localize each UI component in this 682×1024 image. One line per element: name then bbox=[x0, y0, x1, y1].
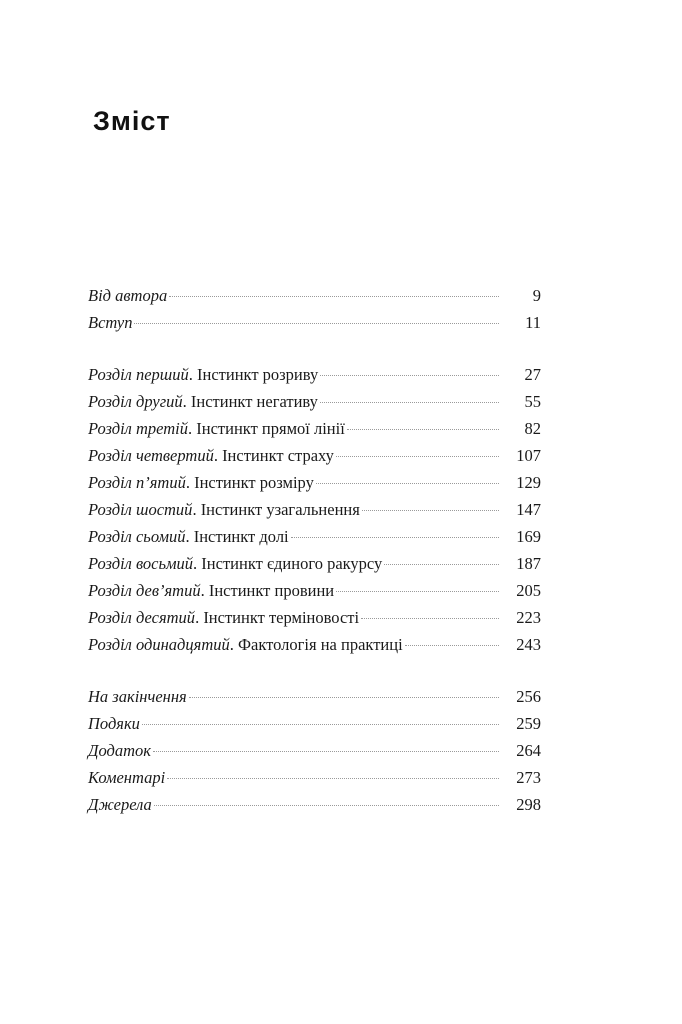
dot-leader bbox=[336, 456, 499, 457]
dot-leader bbox=[361, 618, 499, 619]
toc-entry bbox=[88, 604, 541, 631]
toc-entry-title bbox=[88, 791, 152, 818]
dot-leader bbox=[362, 510, 499, 511]
dot-leader bbox=[134, 323, 499, 324]
dot-leader bbox=[291, 537, 499, 538]
toc-entry-label: Додаток bbox=[88, 741, 152, 760]
dot-leader bbox=[336, 591, 499, 592]
toc-page-number: 205 bbox=[516, 581, 541, 600]
toc-page-number: 27 bbox=[524, 365, 541, 384]
toc-entry bbox=[88, 496, 541, 523]
toc-entry-label: Розділ десятий bbox=[88, 608, 196, 627]
toc-entry-title bbox=[88, 442, 334, 469]
toc-entry-title bbox=[88, 577, 334, 604]
toc-entry bbox=[88, 469, 541, 496]
toc-page-number: 256 bbox=[516, 687, 541, 706]
toc-entry bbox=[88, 361, 541, 388]
toc-page-number: 11 bbox=[525, 313, 541, 332]
toc-entry-subtitle: . Інстинкт страху bbox=[213, 446, 334, 465]
toc-page-number: 264 bbox=[516, 741, 541, 760]
toc-entry-title bbox=[88, 710, 140, 737]
toc-entry bbox=[88, 550, 541, 577]
toc-entry bbox=[88, 388, 541, 415]
toc-entry bbox=[88, 442, 541, 469]
toc-page-number: 298 bbox=[516, 795, 541, 814]
toc-entry-label: На закінчення bbox=[88, 687, 187, 706]
toc-entry-label: Розділ третій bbox=[88, 419, 189, 438]
toc-page-number: 169 bbox=[516, 527, 541, 546]
toc-entry bbox=[88, 631, 541, 658]
toc-entry-title bbox=[88, 764, 165, 791]
toc-entry-title bbox=[88, 361, 318, 388]
dot-leader bbox=[169, 296, 499, 297]
toc-entry-label: Коментарі bbox=[88, 768, 166, 787]
toc-page-number: 55 bbox=[524, 392, 541, 411]
toc-entry-title bbox=[88, 469, 314, 496]
dot-leader bbox=[320, 375, 499, 376]
toc-entry-label: Розділ п’ятий bbox=[88, 473, 186, 492]
toc-page-number: 187 bbox=[516, 554, 541, 573]
toc-entry bbox=[88, 737, 541, 764]
toc-entry-subtitle: . Інстинкт долі bbox=[185, 527, 289, 546]
dot-leader bbox=[405, 645, 499, 646]
toc-entry-subtitle: . Інстинкт провини bbox=[200, 581, 335, 600]
toc-entry-title bbox=[88, 496, 360, 523]
dot-leader bbox=[320, 402, 499, 403]
toc-entry-title bbox=[88, 550, 382, 577]
toc-entry-label: Розділ перший bbox=[88, 365, 189, 384]
dot-leader bbox=[347, 429, 499, 430]
toc-entry-subtitle: . Інстинкт негативу bbox=[182, 392, 318, 411]
dot-leader bbox=[384, 564, 499, 565]
toc-entry bbox=[88, 523, 541, 550]
toc-entry bbox=[88, 309, 541, 336]
toc-page-number: 9 bbox=[532, 286, 541, 305]
toc-entry-label: Від автора bbox=[88, 286, 168, 305]
toc-entry-subtitle: . Інстинкт узагальнення bbox=[192, 500, 360, 519]
toc-entry-subtitle: . Інстинкт розриву bbox=[188, 365, 319, 384]
toc-entry-label: Розділ сьомий bbox=[88, 527, 186, 546]
toc-entry-title bbox=[88, 604, 359, 631]
dot-leader bbox=[153, 751, 499, 752]
toc-entry-label: Джерела bbox=[88, 795, 152, 814]
toc-entry-label: Вступ bbox=[88, 313, 133, 332]
toc-entry bbox=[88, 282, 541, 309]
toc-entry-subtitle: . Інстинкт єдиного ракурсу bbox=[193, 554, 383, 573]
toc-page-number: 147 bbox=[516, 500, 541, 519]
toc-entry-title bbox=[88, 631, 403, 658]
toc-entry-label: Подяки bbox=[88, 714, 140, 733]
toc-entry-subtitle: . Фактологія на практиці bbox=[229, 635, 403, 654]
dot-leader bbox=[189, 697, 499, 698]
dot-leader bbox=[154, 805, 499, 806]
toc-entry-label: Розділ восьмий bbox=[88, 554, 194, 573]
toc-page-number: 107 bbox=[516, 446, 541, 465]
toc-entry bbox=[88, 577, 541, 604]
toc-entry-title bbox=[88, 309, 132, 336]
toc-entry-label: Розділ четвертий bbox=[88, 446, 214, 465]
toc-entry bbox=[88, 764, 541, 791]
dot-leader bbox=[167, 778, 499, 779]
table-of-contents bbox=[88, 282, 541, 818]
toc-page-number: 243 bbox=[516, 635, 541, 654]
toc-entry-label: Розділ другий bbox=[88, 392, 183, 411]
toc-entry-subtitle: . Інстинкт прямої лінії bbox=[188, 419, 345, 438]
dot-leader bbox=[316, 483, 499, 484]
toc-page-number: 82 bbox=[524, 419, 541, 438]
page-title: Зміст bbox=[93, 106, 171, 136]
toc-entry bbox=[88, 415, 541, 442]
toc-entry-subtitle: . Інстинкт терміновості bbox=[195, 608, 360, 627]
toc-entry-title bbox=[88, 737, 151, 764]
dot-leader bbox=[142, 724, 499, 725]
toc-entry-label: Розділ одинадцятий bbox=[88, 635, 230, 654]
toc-entry-label: Розділ дев’ятий bbox=[88, 581, 201, 600]
toc-entry-title bbox=[88, 523, 289, 550]
toc-entry bbox=[88, 710, 541, 737]
toc-entry bbox=[88, 683, 541, 710]
toc-page-number: 223 bbox=[516, 608, 541, 627]
toc-entry-title bbox=[88, 415, 345, 442]
toc-entry-subtitle: . Інстинкт розміру bbox=[185, 473, 314, 492]
toc-entry-title bbox=[88, 388, 318, 415]
toc-entry-title bbox=[88, 683, 187, 710]
toc-entry-title bbox=[88, 282, 167, 309]
toc-entry bbox=[88, 791, 541, 818]
toc-page-number: 273 bbox=[516, 768, 541, 787]
toc-entry-label: Розділ шостий bbox=[88, 500, 193, 519]
toc-page-number: 259 bbox=[516, 714, 541, 733]
toc-page-number: 129 bbox=[516, 473, 541, 492]
